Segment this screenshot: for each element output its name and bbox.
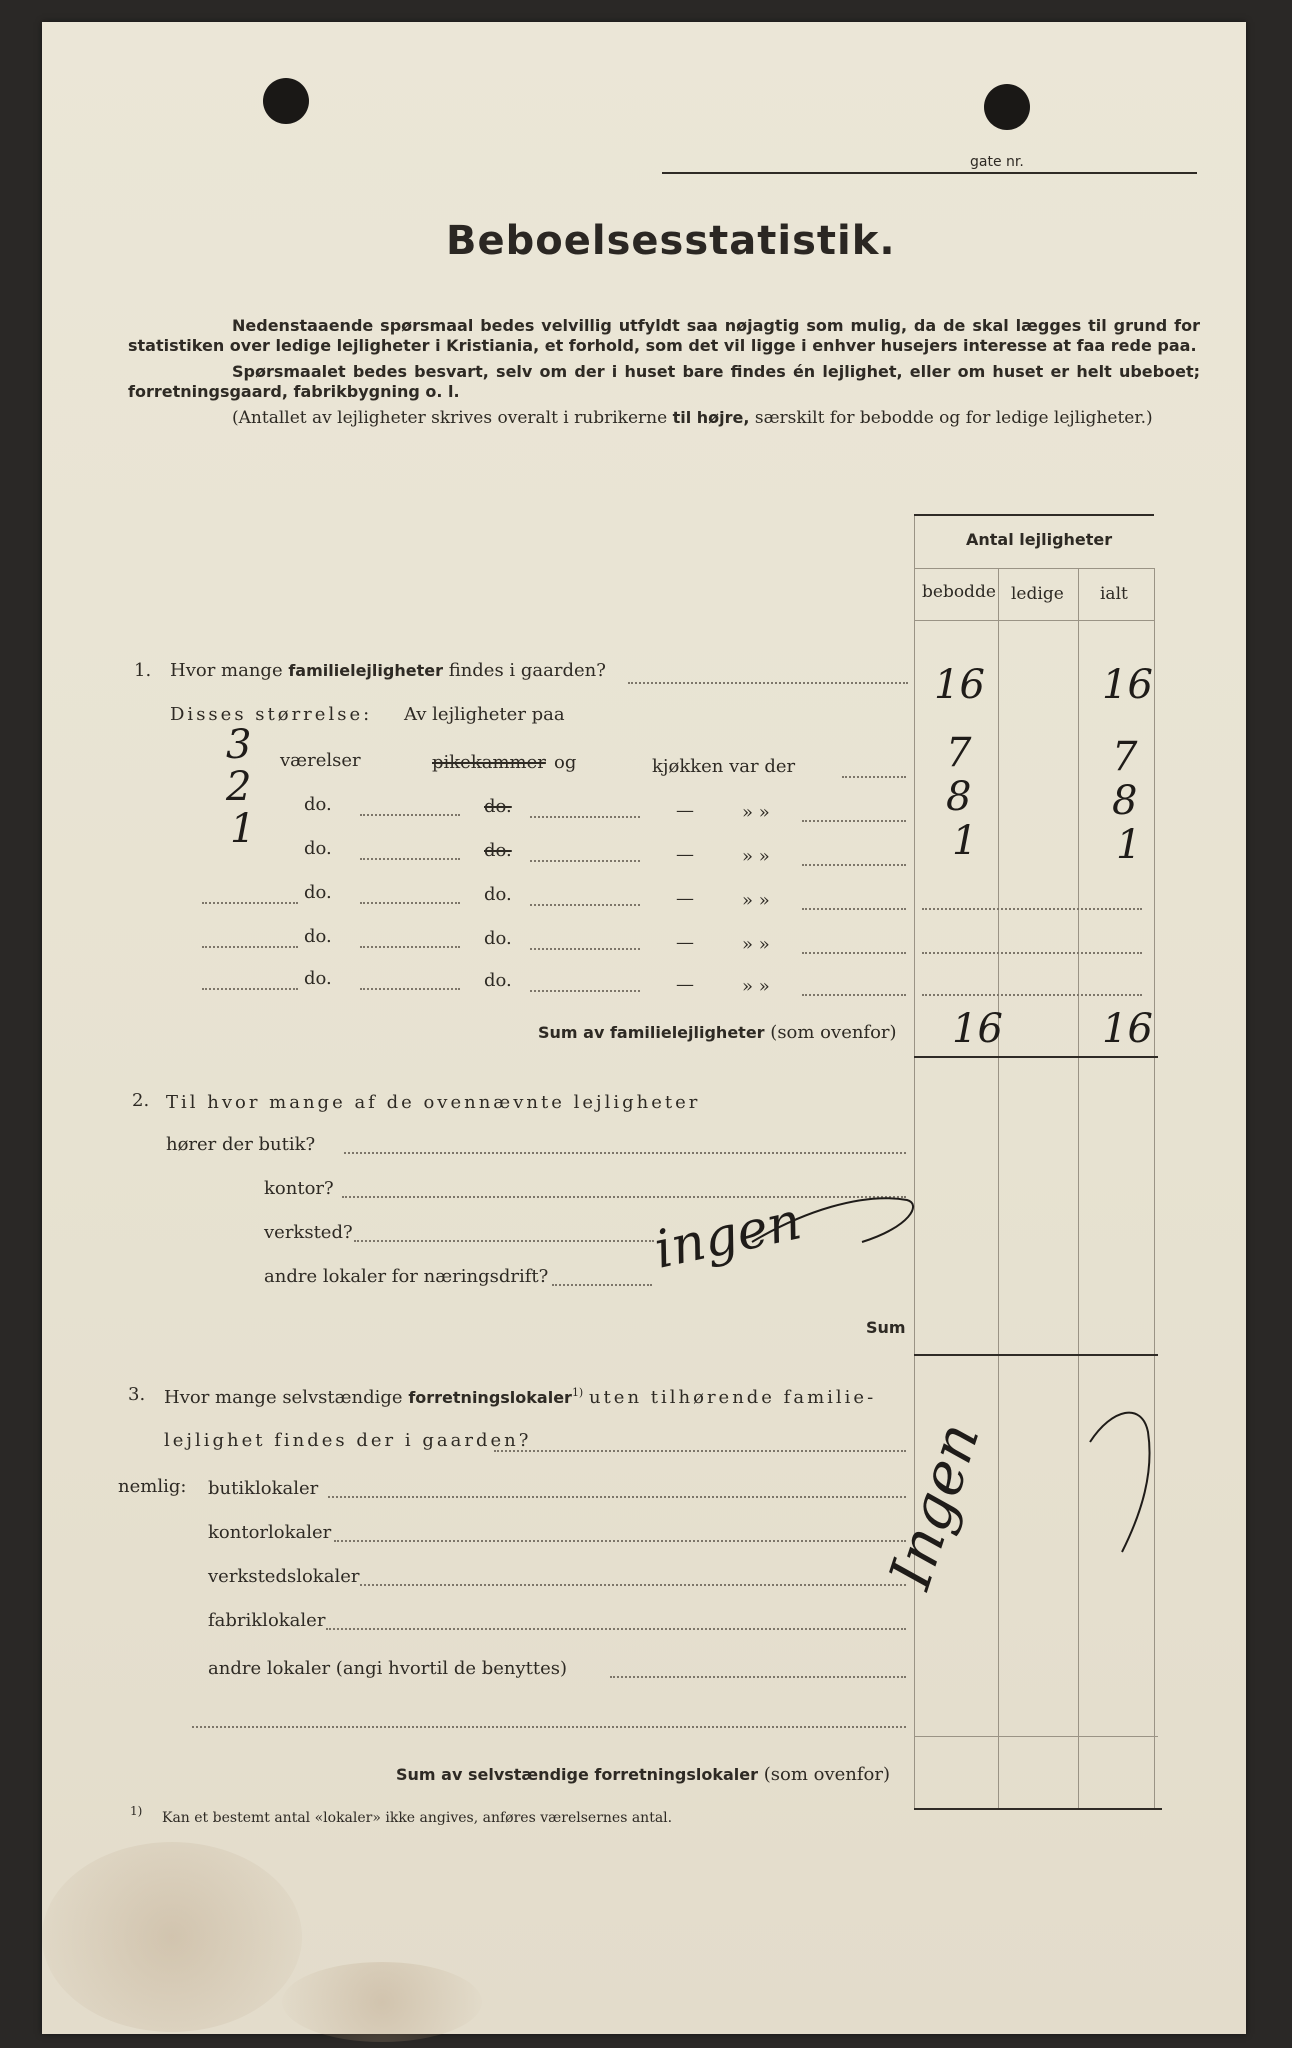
q3-item-fabriklokaler: fabriklokaler xyxy=(208,1610,326,1631)
table-col-line-1 xyxy=(914,516,915,1808)
q3-item-andre: andre lokaler (angi hvortil de benyttes) xyxy=(208,1658,568,1679)
q1-text-c: findes i gaarden? xyxy=(448,660,606,681)
q1-row-dots xyxy=(922,994,1142,996)
q1-row-dots xyxy=(202,988,298,990)
intro-paragraph-1: Nedenstaaende spørsmaal bedes velvillig utfyldt saa nøjagtig som mulig, da de skal lægges til grund for statistiken over ledige lejligheter i Kristiania, et forhold, som det vil ligge i enhver husejers interesse at faa rede paa. xyxy=(128,316,1200,355)
q3-number: 3. xyxy=(128,1384,146,1405)
q3-question xyxy=(164,1386,876,1408)
q1-row-col3: — xyxy=(676,932,694,953)
q3-blank-dots xyxy=(192,1726,906,1728)
q1-sum-rule xyxy=(914,1056,1158,1058)
q1-row-dots xyxy=(530,904,640,906)
q3-text-d: lejlighet findes der i gaarden? xyxy=(164,1430,532,1451)
q1-row-bebodde: 1 xyxy=(952,818,978,864)
q1-sum-label: Sum av familielejligheter xyxy=(538,1023,765,1042)
q1-row-dots xyxy=(802,994,906,996)
q2-number: 2. xyxy=(132,1090,150,1111)
q1-row-dots xyxy=(202,902,298,904)
q3-leader-dots xyxy=(494,1450,906,1452)
q1-row-bebodde: 7 xyxy=(946,730,972,776)
table-col-line-2 xyxy=(998,568,999,1808)
q1-row-ialt: 8 xyxy=(1112,778,1138,824)
intro-paragraph-3b: til højre, xyxy=(672,408,750,427)
footnote-mark: 1) xyxy=(130,1804,143,1818)
q1-row-dots xyxy=(922,952,1142,954)
q3-handwritten-flourish xyxy=(1082,1402,1162,1562)
table-title: Antal lejligheter xyxy=(966,530,1113,549)
paper-stain xyxy=(42,1842,302,2032)
q2-handwritten-answer: ingen xyxy=(649,1191,807,1281)
q3-footnote-ref: 1) xyxy=(571,1386,584,1399)
q1-row-col3: — xyxy=(676,800,694,821)
q1-row-col1: do. xyxy=(304,882,332,903)
col-ialt-header: ialt xyxy=(1100,584,1128,604)
q1-row-bebodde: 8 xyxy=(946,774,972,820)
q2-item-verksted: verksted? xyxy=(264,1222,353,1243)
q2-item-butik: hører der butik? xyxy=(166,1134,316,1155)
q1-sum xyxy=(538,1022,897,1043)
page-title: Beboelsesstatistik. xyxy=(446,218,896,264)
q3-handwritten-answer: Ingen xyxy=(875,1414,993,1597)
q1-row-col1: do. xyxy=(304,968,332,989)
q1-row-col2: do. xyxy=(484,840,512,861)
q2-item-dots xyxy=(354,1240,654,1242)
table-header-rule xyxy=(914,568,1154,569)
q3-text-c: uten tilhørende familie- xyxy=(588,1387,877,1408)
q1-row-col1: værelser xyxy=(280,750,361,771)
q1-row-rooms: 3 xyxy=(226,722,252,768)
q3-item-dots xyxy=(334,1540,906,1542)
q1-question xyxy=(170,660,606,681)
q1-row-ialt: 1 xyxy=(1116,822,1142,868)
col-ledige-header: ledige xyxy=(1011,584,1064,604)
q3-sum-rule xyxy=(914,1808,1162,1810)
q1-row-col1: do. xyxy=(304,794,332,815)
q2-question: Til hvor mange af de ovennævnte lejligheter xyxy=(166,1092,701,1113)
q1-row-col4: » » xyxy=(742,890,770,911)
punch-hole-right xyxy=(984,84,1030,130)
q1-text-b: familielejligheter xyxy=(288,661,443,680)
q1-row-col4: » » xyxy=(742,934,770,955)
intro-paragraph-3a: (Antallet av lejligheter skrives overalt i rubrikerne xyxy=(232,408,673,428)
q1-row-col2: do. xyxy=(484,928,512,949)
q1-row-rooms: 2 xyxy=(226,764,252,810)
q3-item-dots xyxy=(328,1496,906,1498)
q1-row-col4: » » xyxy=(742,976,770,997)
q1-row-col3: — xyxy=(676,888,694,909)
q2-item-dots xyxy=(344,1152,906,1154)
q2-handwritten-flourish xyxy=(742,1182,922,1262)
table-top-rule xyxy=(914,514,1154,516)
q3-nemlig: nemlig: xyxy=(118,1476,187,1497)
q1-size-label-2: Av lejligheter paa xyxy=(404,704,565,725)
col-bebodde-header: bebodde xyxy=(922,582,996,602)
q1-row-dots xyxy=(802,952,906,954)
q1-row-dots xyxy=(360,902,460,904)
q1-row-col2: do. xyxy=(484,970,512,991)
q1-row-rooms: 1 xyxy=(230,806,256,852)
table-col-line-3 xyxy=(1078,568,1079,1808)
q1-row-ialt: 7 xyxy=(1112,734,1138,780)
q3-item-dots xyxy=(360,1584,906,1586)
q2-sum-rule xyxy=(914,1354,1158,1356)
paper-stain xyxy=(282,1962,482,2042)
q1-row-dots xyxy=(530,816,640,818)
q3-item-dots xyxy=(326,1628,906,1630)
form-sheet xyxy=(42,22,1246,2034)
q2-sum-label: Sum xyxy=(866,1318,906,1337)
q1-row-dots xyxy=(360,858,460,860)
q1-leader-dots xyxy=(628,682,908,684)
q1-sum-ialt: 16 xyxy=(1102,1006,1153,1052)
q1-row-dots xyxy=(842,776,906,778)
intro-text xyxy=(128,316,1200,428)
q3-item-dots xyxy=(610,1676,906,1678)
q3-item-kontorlokaler: kontorlokaler xyxy=(208,1522,332,1543)
q1-row-dots xyxy=(202,946,298,948)
q1-row-col3: — xyxy=(676,974,694,995)
q1-row-col3: og xyxy=(554,752,577,773)
q1-sum-bebodde: 16 xyxy=(952,1006,1003,1052)
q1-row-dots xyxy=(530,990,640,992)
q2-item-andre: andre lokaler for næringsdrift? xyxy=(264,1266,549,1287)
q1-row-col2: do. xyxy=(484,884,512,905)
q1-row-col1: do. xyxy=(304,838,332,859)
q3-sum-label: Sum av selvstændige forretningslokaler xyxy=(396,1765,758,1784)
q1-answer-ialt: 16 xyxy=(1102,662,1153,708)
q3-sum xyxy=(396,1764,890,1785)
q3-question-cont xyxy=(164,1430,531,1451)
q1-row-col4: kjøkken var der xyxy=(652,756,796,777)
q2-item-dots xyxy=(552,1284,652,1286)
q2-item-kontor: kontor? xyxy=(264,1178,334,1199)
q1-row-col4: » » xyxy=(742,802,770,823)
intro-paragraph-2: Spørsmaalet bedes besvart, selv om der i huset bare findes én lejlighet, eller om huset er helt ubeboet; forretningsgaard, fabrikbygning o. l. xyxy=(128,362,1200,401)
q1-row-dots xyxy=(360,814,460,816)
table-subheader-rule xyxy=(914,620,1154,621)
q3-item-verkstedslokaler: verkstedslokaler xyxy=(208,1566,360,1587)
q1-number: 1. xyxy=(134,660,152,681)
q1-row-dots xyxy=(360,946,460,948)
q1-row-col4: » » xyxy=(742,846,770,867)
q1-row-col3: — xyxy=(676,844,694,865)
gate-number-line xyxy=(662,172,1197,174)
q3-item-butiklokaler: butiklokaler xyxy=(208,1478,319,1499)
footnote-text: Kan et bestemt antal «lokaler» ikke angives, anføres værelsernes antal. xyxy=(162,1810,673,1826)
q1-text-a: Hvor mange xyxy=(170,660,283,681)
q1-row-dots xyxy=(360,988,460,990)
q1-row-dots xyxy=(530,860,640,862)
q1-answer-bebodde: 16 xyxy=(934,662,985,708)
table-col-line-4 xyxy=(1154,568,1155,1808)
q1-row-dots xyxy=(530,948,640,950)
q1-row-dots xyxy=(802,908,906,910)
q1-row-dots xyxy=(802,864,906,866)
punch-hole-left xyxy=(263,78,309,124)
q3-text-b: forretningslokaler xyxy=(408,1388,572,1407)
q1-row-col1: do. xyxy=(304,926,332,947)
q1-size-label: Disses størrelse: xyxy=(170,704,373,725)
q3-text-a: Hvor mange selvstændige xyxy=(164,1387,403,1408)
gate-number-label: gate nr. xyxy=(970,154,1024,170)
q1-sum-note: (som ovenfor) xyxy=(770,1022,897,1043)
intro-paragraph-3c: særskilt for bebodde og for ledige lejligheter.) xyxy=(749,408,1153,428)
q3-sum-note: (som ovenfor) xyxy=(763,1764,890,1785)
q1-row-dots xyxy=(922,908,1142,910)
q3-sum-top-rule xyxy=(914,1736,1158,1737)
q1-row-col2: do. xyxy=(484,796,512,817)
q1-row-col2: pikekammer xyxy=(432,752,546,773)
q1-row-dots xyxy=(802,820,906,822)
